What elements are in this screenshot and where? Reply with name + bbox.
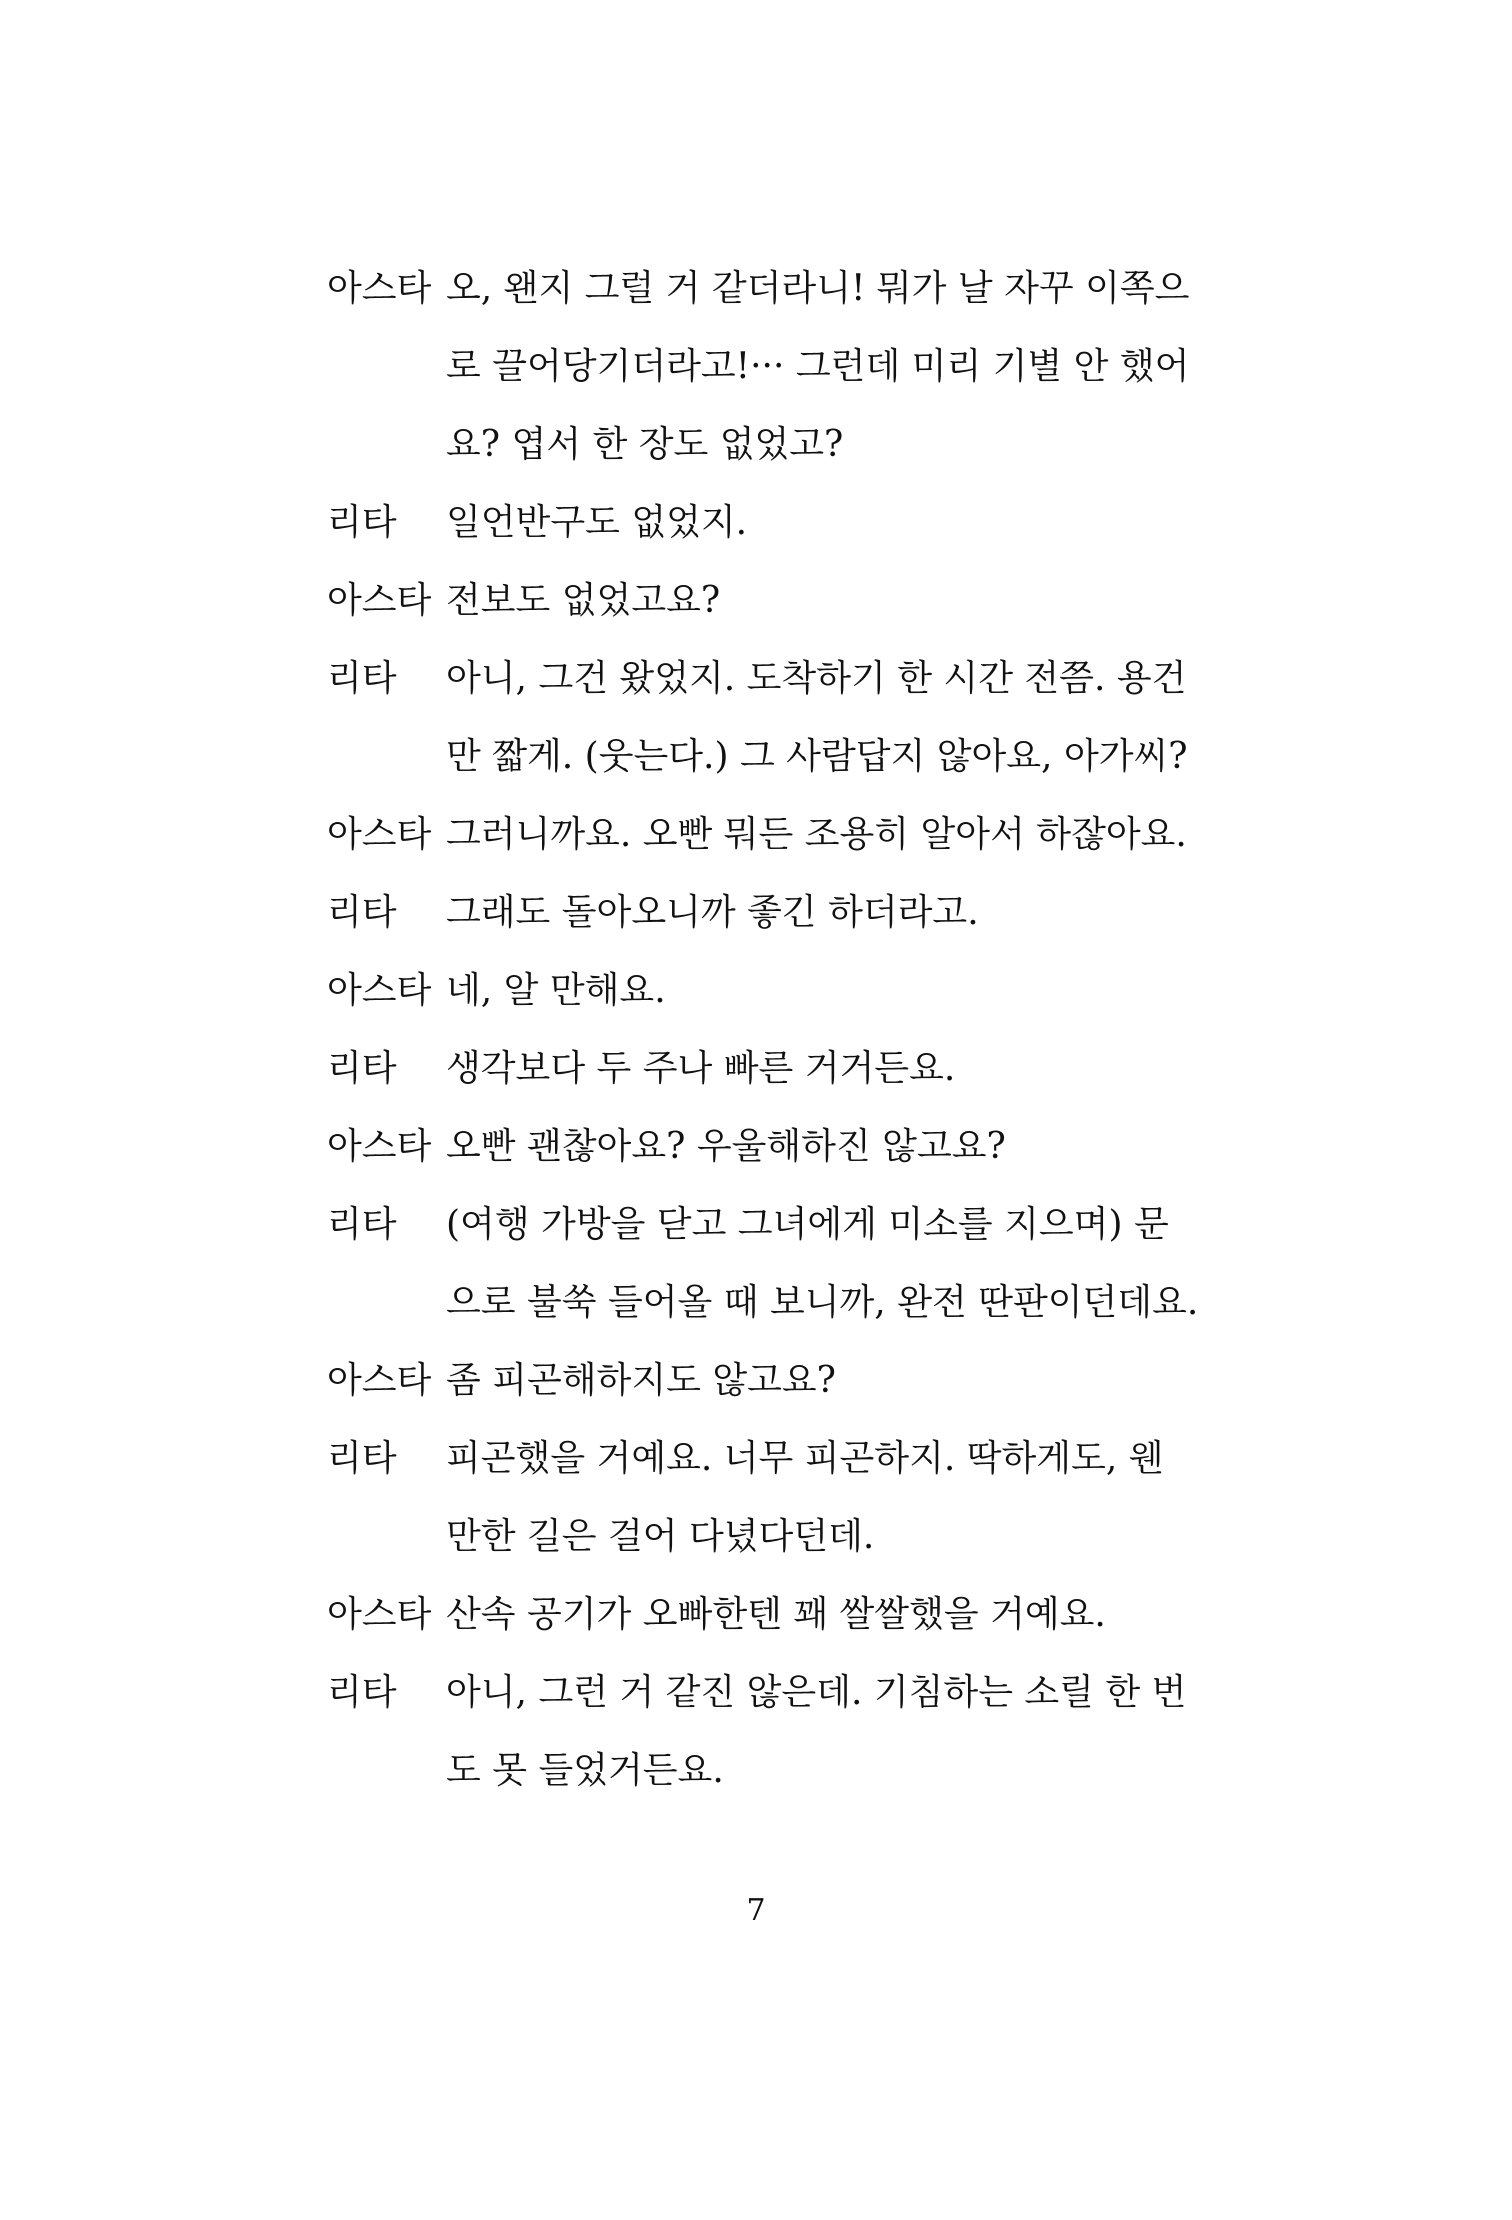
dialogue-text bbox=[446, 796, 1237, 874]
dialogue-line: 아니, 그런 거 같진 않은데. 기침하는 소릴 한 번 bbox=[446, 1672, 1187, 1713]
dialogue-line: 일언반구도 없었지. bbox=[446, 502, 748, 543]
speaker-name: 아스타 bbox=[327, 1360, 432, 1401]
dialogue-line: 그러니까요. 오빤 뭐든 조용히 알아서 하잖아요. bbox=[446, 814, 1187, 855]
dialogue-text bbox=[446, 1576, 1237, 1654]
dialogue-entry bbox=[327, 1108, 1237, 1186]
dialogue-entry bbox=[327, 562, 1237, 640]
dialogue-entry bbox=[327, 1576, 1237, 1654]
dialogue-entry bbox=[327, 250, 1237, 484]
dialogue-line: (여행 가방을 닫고 그녀에게 미소를 지으며) 문 bbox=[446, 1204, 1169, 1245]
dialogue-entry bbox=[327, 1420, 1237, 1576]
dialogue-text bbox=[446, 1654, 1237, 1810]
dialogue-line: 아니, 그건 왔었지. 도착하기 한 시간 전쯤. 용건 bbox=[446, 658, 1187, 699]
speaker-name: 리타 bbox=[327, 892, 397, 933]
dialogue-entry bbox=[327, 484, 1237, 562]
speaker-name: 아스타 bbox=[327, 1594, 432, 1635]
dialogue-entry bbox=[327, 1654, 1237, 1810]
speaker-name: 리타 bbox=[327, 1672, 397, 1713]
dialogue-text bbox=[446, 1420, 1237, 1576]
dialogue-entry bbox=[327, 952, 1237, 1030]
speaker-name: 아스타 bbox=[327, 268, 432, 309]
dialogue-entry bbox=[327, 1342, 1237, 1420]
dialogue-line: 만한 길은 걸어 다녔다던데. bbox=[446, 1516, 875, 1557]
speaker-name: 아스타 bbox=[327, 580, 432, 621]
dialogue-text bbox=[446, 640, 1237, 796]
dialogue-entry bbox=[327, 796, 1237, 874]
speaker-name: 아스타 bbox=[327, 814, 432, 855]
dialogue-line: 요? 엽서 한 장도 없었고? bbox=[446, 424, 844, 465]
speaker-name: 아스타 bbox=[327, 1126, 432, 1167]
dialogue-text bbox=[446, 1342, 1237, 1420]
dialogue-line: 전보도 없었고요? bbox=[446, 580, 721, 621]
speaker-name: 리타 bbox=[327, 1048, 397, 1089]
dialogue-text bbox=[446, 874, 1237, 952]
dialogue-text bbox=[446, 1030, 1237, 1108]
dialogue-line: 만 짧게. (웃는다.) 그 사람답지 않아요, 아가씨? bbox=[446, 736, 1188, 777]
dialogue-line: 좀 피곤해하지도 않고요? bbox=[446, 1360, 836, 1401]
dialogue-entry bbox=[327, 874, 1237, 952]
dialogue-line: 오, 왠지 그럴 거 같더라니! 뭐가 날 자꾸 이쪽으 bbox=[446, 268, 1190, 309]
dialogue-text bbox=[446, 952, 1237, 1030]
speaker-name: 리타 bbox=[327, 658, 397, 699]
dialogue-line: 생각보다 두 주나 빠른 거거든요. bbox=[446, 1048, 956, 1089]
dialogue-entry bbox=[327, 1030, 1237, 1108]
dialogue-line: 산속 공기가 오빠한텐 꽤 쌀쌀했을 거예요. bbox=[446, 1594, 1106, 1635]
speaker-name: 리타 bbox=[327, 502, 397, 543]
page-number: 7 bbox=[746, 1893, 766, 1928]
dialogue-entry bbox=[327, 640, 1237, 796]
dialogue-text bbox=[446, 250, 1237, 484]
speaker-name: 리타 bbox=[327, 1438, 397, 1479]
dialogue-entry bbox=[327, 1186, 1237, 1342]
dialogue-text bbox=[446, 1108, 1237, 1186]
dialogue-line: 로 끌어당기더라고!··· 그런데 미리 기별 안 했어 bbox=[446, 346, 1190, 387]
dialogue-text bbox=[446, 1186, 1237, 1342]
dialogue-line: 그래도 돌아오니까 좋긴 하더라고. bbox=[446, 892, 979, 933]
dialogue-line: 오빤 괜찮아요? 우울해하진 않고요? bbox=[446, 1126, 1006, 1167]
dialogue-text bbox=[446, 484, 1237, 562]
dialogue-line: 피곤했을 거예요. 너무 피곤하지. 딱하게도, 웬 bbox=[446, 1438, 1164, 1479]
speaker-name: 리타 bbox=[327, 1204, 397, 1245]
dialogue-line: 네, 알 만해요. bbox=[446, 970, 666, 1011]
speaker-name: 아스타 bbox=[327, 970, 432, 1011]
dialogue-line: 도 못 들었거든요. bbox=[446, 1750, 724, 1791]
script-dialogue bbox=[327, 250, 1237, 1810]
dialogue-line: 으로 불쑥 들어올 때 보니까, 완전 딴판이던데요. bbox=[446, 1282, 1199, 1323]
dialogue-text bbox=[446, 562, 1237, 640]
